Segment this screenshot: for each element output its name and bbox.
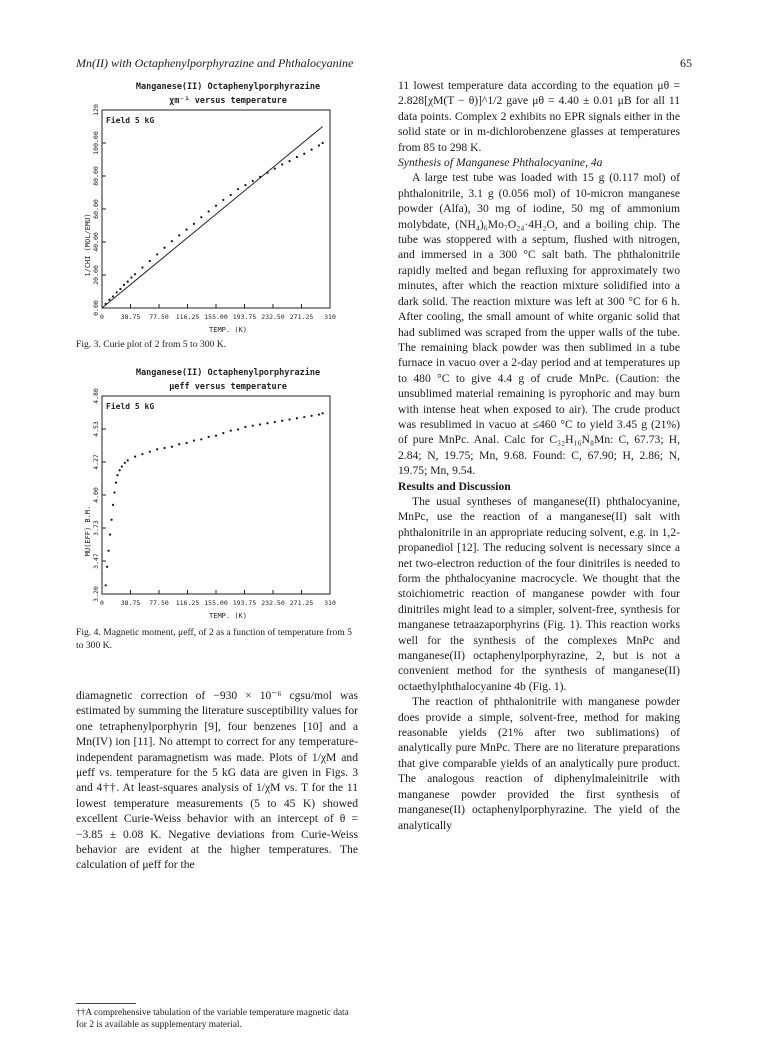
figure-4-data-point (288, 418, 290, 420)
figure-4-ytick-label: 4.00 (92, 487, 100, 503)
figure-4-data-point (222, 432, 224, 434)
figure-4-data-point (113, 491, 115, 493)
figure-3-data-point (185, 229, 187, 231)
figure-3-data-point (208, 210, 210, 212)
figure-4-data-point (156, 448, 158, 450)
figure-3-data-point (156, 253, 158, 255)
figure-3-data-point (163, 247, 165, 249)
figure-4-xtick-label: 310 (324, 599, 336, 607)
figure-4-data-point (124, 462, 126, 464)
figure-4-data-point (303, 416, 305, 418)
figure-3-frame (102, 110, 330, 308)
figure-4-data-point (106, 566, 108, 568)
figure-4-data-point (244, 426, 246, 428)
figure-4-field-label: Field 5 kG (106, 402, 155, 411)
figure-3-data-point (127, 281, 129, 283)
right-column-text (398, 78, 680, 833)
figure-4-data-point (116, 474, 118, 476)
synthesis-subheading: Synthesis of Manganese Phthalocyanine, 4a (398, 156, 603, 170)
figure-4-title-line1: Manganese(II) Octaphenylporphyrazine (135, 368, 321, 378)
figure-4-title-line2: μeff versus temperature (169, 382, 287, 392)
figure-3-title-line2: χm⁻¹ versus temperature (169, 96, 287, 106)
figure-4-ytick-label: 4.27 (92, 454, 100, 470)
figure-3-data-point (200, 216, 202, 218)
figure-4-xtick-label: 0 (100, 599, 104, 607)
figure-3-data-point (193, 223, 195, 225)
figure-4-data-point (296, 417, 298, 419)
figure-3-xtick-label: 116.25 (175, 313, 200, 321)
figure-3-data-point (116, 291, 118, 293)
figure-4-data-point (259, 423, 261, 425)
figure-4-xtick-label: 271.25 (289, 599, 314, 607)
figure-4 (80, 366, 355, 621)
figure-3-data-point (230, 194, 232, 196)
figure-3-xtick-label: 0 (100, 313, 104, 321)
figure-4-data-point (322, 412, 324, 414)
figure-4-data-point (149, 451, 151, 453)
figure-3-data-point (119, 288, 121, 290)
figure-3-data-point (149, 260, 151, 262)
figure-3-data-point (311, 149, 313, 151)
figure-3-field-label: Field 5 kG (106, 116, 155, 125)
figure-3-data-point (266, 172, 268, 174)
figure-3 (80, 80, 355, 335)
figure-4-data-point (171, 446, 173, 448)
figure-4-frame (102, 396, 330, 594)
figure-4-data-point (119, 469, 121, 471)
results-section-heading: Results and Discussion (398, 479, 511, 493)
figure-3-caption: Fig. 3. Curie plot of 2 from 5 to 300 K. (76, 339, 227, 350)
figure-4-xtick-label: 232.50 (261, 599, 285, 607)
figure-4-data-point (311, 415, 313, 417)
figure-4-data-point (178, 443, 180, 445)
figure-4-ytick-label: 3.73 (92, 520, 100, 536)
right-paragraph-3: The usual syntheses of manganese(II) phthalocyanine, MnPc, use the reaction of a manganese(II) salt with phthalonitrile in an appropriate reducing solvent, e.g. in 1,2-propanediol [12]. The reducing solvent is necessary since a net two-electron reduction of the four dinitriles is needed to form the phthalocyanine macrocycle. We thought that the stoichiometric reaction of manganese powder with four dinitriles might lead to a simpler, solvent-free, synthesis for manganese tetraazaporphyrins (Fig. 1). This reaction works well for the synthesis of the complexes MnPc and manganese(II) octaphenylporphyrazine, 2, but is not a convenient method for the synthesis of manganese(II) octaethylphthalocyanine 4b (Fig. 1). (398, 494, 680, 693)
figure-3-xtick-label: 271.25 (289, 313, 314, 321)
figure-4-ytick-label: 4.53 (92, 421, 100, 437)
figure-3-data-point (259, 176, 261, 178)
figure-3-ytick-label: 80.00 (92, 166, 100, 186)
figure-3-data-point (288, 160, 290, 162)
figure-3-data-point (252, 180, 254, 182)
footnote-rule (76, 1003, 136, 1004)
figure-4-data-point (318, 413, 320, 415)
figure-4-plot (80, 366, 355, 621)
figure-4-data-point (141, 453, 143, 455)
footnote: ††A comprehensive tabulation of the variable temperature magnetic data for 2 is available as supplementary material. (76, 1008, 349, 1030)
figure-3-data-point (105, 303, 107, 305)
figure-3-data-point (112, 295, 114, 297)
figure-3-data-point (274, 167, 276, 169)
figure-3-xtick-label: 155.00 (204, 313, 228, 321)
figure-4-caption: Fig. 4. Magnetic moment, μeff, of 2 as a function of temperature from 5 to 300 K. (76, 627, 352, 651)
figure-4-data-point (134, 456, 136, 458)
figure-3-data-point (281, 163, 283, 165)
figure-3-data-point (171, 240, 173, 242)
figure-3-xtick-label: 232.50 (261, 313, 285, 321)
figure-4-data-point (108, 550, 110, 552)
figure-3-ytick-label: 40.00 (92, 232, 100, 252)
figure-3-data-point (123, 284, 125, 286)
figure-3-data-point (222, 199, 224, 201)
figure-3-data-point (215, 205, 217, 207)
figure-4-xtick-label: 38.75 (120, 599, 141, 607)
figure-4-data-point (163, 447, 165, 449)
figure-3-xlabel: TEMP. (K) (209, 326, 247, 334)
figure-3-data-point (130, 276, 132, 278)
figure-4-data-point (208, 436, 210, 438)
figure-3-data-point (303, 153, 305, 155)
figure-3-data-point (178, 234, 180, 236)
figure-4-data-point (215, 435, 217, 437)
figure-4-data-point (112, 504, 114, 506)
figure-3-data-point (322, 142, 324, 144)
figure-4-xtick-label: 116.25 (175, 599, 200, 607)
right-paragraph-2: A large test tube was loaded with 15 g (0.117 mol) of phthalonitrile, 3.1 g (0.056 mol) of 10-micron manganese powder (Alfa), 30 mg of iodine, 50 mg of ammonium molybdate, (NH₄)₆Mo₇O₂₄·4H₂O, and a boiling chip. The tube was stoppered with a septum, flushed with nitrogen, and immersed in a 300 °C salt bath. The phthalonitrile rapidly melted and began refluxing for approximately two minutes, after which the reaction mixture solidified into a dark solid. The reaction mixture was left at 300 °C for 6 h. After cooling, the small amount of white organic solid that had sublimed was scraped from the upper walls of the tube. The remaining black powder was then sublimed in a tube furnace in vacuo over a 2-day period and at temperatures up to 480 °C to give 4.4 g of crude MnPc. (Caution: the unsublimed material remaining is pyrophoric and may burn with intense heat when exposed to air). The crude product was resublimed in vacuo at ≤460 °C to yield 3.45 g (21%) of pure MnPc. Anal. Calc for C₃₂H₁₆N₈Mn: C, 67.73; H, 2.84; N, 19.75; Mn, 9.68. Found: C, 67.90; H, 2.86; N, 19.75; Mn, 9.54. (398, 171, 680, 478)
figure-4-data-point (193, 439, 195, 441)
left-paragraph-1: diamagnetic correction of −930 × 10⁻⁶ cgsu/mol was estimated by summing the literature susceptibility values for one tetraphenylporphyrin [9], four benzenes [10] and a Mn(IV) ion [11]. No attempt to correct for any temperature-independent paramagnetism was made. Plots of 1/χM and μeff vs. temperature for the 5 kG data are given in Figs. 3 and 4††. At least-squares analysis of 1/χM vs. T for the 11 lowest temperature measurements (5 to 45 K) showed excellent Curie-Weiss behavior with an intercept of θ = −3.85 ± 0.08 K. Negative deviations from Curie-Weiss behavior are evident at the higher temperatures. The calculation of μeff for the (76, 689, 358, 872)
figure-4-xtick-label: 155.00 (204, 599, 228, 607)
figure-3-data-point (134, 273, 136, 275)
figure-4-data-point (110, 519, 112, 521)
figure-3-fit-line (102, 127, 323, 309)
figure-4-data-point (281, 420, 283, 422)
figure-3-ytick-label: 100.00 (92, 131, 100, 155)
figure-4-data-point (185, 442, 187, 444)
figure-4-ytick-label: 3.20 (92, 586, 100, 602)
figure-3-xtick-label: 310 (324, 313, 336, 321)
page-number: 65 (680, 56, 692, 70)
figure-3-title-line1: Manganese(II) Octaphenylporphyrazine (135, 82, 321, 92)
figure-4-xtick-label: 77.50 (149, 599, 169, 607)
figure-3-xtick-label: 193.75 (232, 313, 257, 321)
figure-4-data-point (266, 422, 268, 424)
figure-4-data-point (115, 482, 117, 484)
right-paragraph-1: 11 lowest temperature data according to the equation μθ = 2.828[χM(T − θ)]^1/2 gave μθ = 4.40 ± 0.01 μB for all 11 data points. Complex 2 exhibits no EPR signals either in the solid state or in m-dichlorobenzene glasses at temperatures from 85 to 298 K. (398, 79, 680, 154)
figure-3-data-point (244, 184, 246, 186)
figure-3-data-point (318, 144, 320, 146)
figure-4-xlabel: TEMP. (K) (209, 612, 247, 620)
figure-4-data-point (127, 459, 129, 461)
figure-4-data-point (121, 465, 123, 467)
figure-4-data-point (237, 428, 239, 430)
figure-3-ytick-label: 20.00 (92, 265, 100, 285)
right-paragraph-4: The reaction of phthalonitrile with manganese powder does provide a simple, solvent-free, method for making reasonable yields (21% after two sublimations) of analytically pure MnPc. There are no literature preparations that give comparable yields of an analytically pure product. The analogous reaction of diphenylmaleinitrile with manganese powder provided the first synthesis of manganese(II) octaphenylporphyrazine. The yield of the analytically (398, 695, 680, 832)
figure-3-data-point (237, 188, 239, 190)
figure-3-ytick-label: 120 (92, 104, 100, 116)
figure-3-ytick-label: 0.00 (92, 300, 100, 316)
figure-3-data-point (108, 299, 110, 301)
figure-4-data-point (200, 438, 202, 440)
figure-4-data-point (252, 425, 254, 427)
figure-3-data-point (141, 266, 143, 268)
figure-3-ytick-label: 60.00 (92, 199, 100, 219)
left-column-text (76, 688, 358, 873)
figure-4-ytick-label: 3.47 (92, 553, 100, 569)
figure-4-ytick-label: 4.80 (92, 388, 100, 404)
figure-4-data-point (230, 430, 232, 432)
figure-3-xtick-label: 77.50 (149, 313, 169, 321)
figure-3-xtick-label: 38.75 (120, 313, 141, 321)
figure-3-plot (80, 80, 355, 335)
figure-4-ylabel: MU(EFF) B.M. (84, 505, 92, 557)
figure-3-ylabel: 1/CHI (MOL/EMU) (84, 213, 92, 277)
figure-4-data-point (274, 421, 276, 423)
figure-4-data-point (105, 584, 107, 586)
figure-4-data-point (109, 534, 111, 536)
figure-3-data-point (296, 156, 298, 158)
figure-4-xtick-label: 193.75 (232, 599, 257, 607)
running-header: Mn(II) with Octaphenylporphyrazine and Phthalocyanine (76, 56, 354, 70)
